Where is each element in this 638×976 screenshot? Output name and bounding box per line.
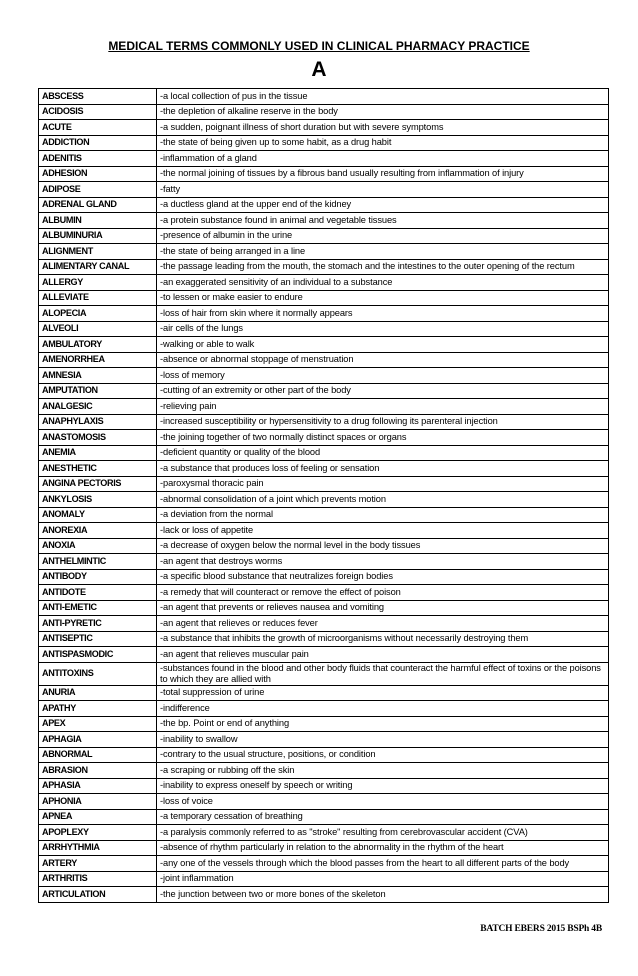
terms-table-body — [39, 89, 609, 903]
term-row — [39, 569, 609, 585]
definition-cell: -the state of being given up to some habit, as a drug habit — [157, 135, 609, 151]
term-cell: APHONIA — [39, 794, 157, 810]
definition-cell: -relieving pain — [157, 399, 609, 415]
term-cell: ARTICULATION — [39, 887, 157, 903]
term-row — [39, 616, 609, 632]
definition-cell: -a protein substance found in animal and vegetable tissues — [157, 213, 609, 229]
term-cell: ANTIDOTE — [39, 585, 157, 601]
definition-cell: -total suppression of urine — [157, 685, 609, 701]
term-cell: ANTHELMINTIC — [39, 554, 157, 570]
term-cell: APHASIA — [39, 778, 157, 794]
term-row — [39, 151, 609, 167]
definition-cell: -a paralysis commonly referred to as "stroke" resulting from cerebrovascular accident (CVA) — [157, 825, 609, 841]
term-row — [39, 120, 609, 136]
term-row — [39, 662, 609, 685]
term-row — [39, 887, 609, 903]
term-cell: ALLERGY — [39, 275, 157, 291]
term-row — [39, 89, 609, 105]
term-row — [39, 747, 609, 763]
term-cell: ARTERY — [39, 856, 157, 872]
term-cell: ALBUMINURIA — [39, 228, 157, 244]
term-row — [39, 166, 609, 182]
term-row — [39, 290, 609, 306]
term-row — [39, 213, 609, 229]
term-cell: ANTIBODY — [39, 569, 157, 585]
term-cell: ALIMENTARY CANAL — [39, 259, 157, 275]
term-cell: ANEMIA — [39, 445, 157, 461]
definition-cell: -an exaggerated sensitivity of an individual to a substance — [157, 275, 609, 291]
term-row — [39, 600, 609, 616]
term-row — [39, 778, 609, 794]
term-cell: ABSCESS — [39, 89, 157, 105]
term-row — [39, 809, 609, 825]
term-cell: ACUTE — [39, 120, 157, 136]
definition-cell: -the passage leading from the mouth, the stomach and the intestines to the outer opening of the rectum — [157, 259, 609, 275]
term-cell: APOPLEXY — [39, 825, 157, 841]
definition-cell: -loss of hair from skin where it normally appears — [157, 306, 609, 322]
term-row — [39, 492, 609, 508]
document-title: MEDICAL TERMS COMMONLY USED IN CLINICAL PHARMACY PRACTICE — [108, 39, 530, 53]
term-row — [39, 430, 609, 446]
footer-batch-label: BATCH EBERS 2015 BSPh 4B — [480, 924, 602, 934]
term-row — [39, 523, 609, 539]
term-cell: ANOXIA — [39, 538, 157, 554]
term-row — [39, 197, 609, 213]
term-row — [39, 701, 609, 717]
term-row — [39, 476, 609, 492]
term-row — [39, 399, 609, 415]
definition-cell: -a local collection of pus in the tissue — [157, 89, 609, 105]
definition-cell: -the joining together of two normally distinct spaces or organs — [157, 430, 609, 446]
term-cell: ANTISPASMODIC — [39, 647, 157, 663]
term-row — [39, 732, 609, 748]
definition-cell: -the depletion of alkaline reserve in the body — [157, 104, 609, 120]
definition-cell: -inability to express oneself by speech or writing — [157, 778, 609, 794]
term-cell: AMPUTATION — [39, 383, 157, 399]
term-row — [39, 461, 609, 477]
term-cell: ARTHRITIS — [39, 871, 157, 887]
definition-cell: -inability to swallow — [157, 732, 609, 748]
term-row — [39, 631, 609, 647]
term-cell: ANTI-PYRETIC — [39, 616, 157, 632]
term-row — [39, 368, 609, 384]
term-cell: ANTISEPTIC — [39, 631, 157, 647]
term-row — [39, 716, 609, 732]
definition-cell: -abnormal consolidation of a joint which prevents motion — [157, 492, 609, 508]
term-cell: ARRHYTHMIA — [39, 840, 157, 856]
term-row — [39, 856, 609, 872]
definition-cell: -an agent that relieves muscular pain — [157, 647, 609, 663]
definition-cell: -increased susceptibility or hypersensitivity to a drug following its parenteral injection — [157, 414, 609, 430]
definition-cell: -an agent that prevents or relieves nausea and vomiting — [157, 600, 609, 616]
term-cell: ANOMALY — [39, 507, 157, 523]
definition-cell: -joint inflammation — [157, 871, 609, 887]
definition-cell: -a ductless gland at the upper end of the kidney — [157, 197, 609, 213]
term-cell: ANAPHYLAXIS — [39, 414, 157, 430]
term-row — [39, 337, 609, 353]
term-cell: ADIPOSE — [39, 182, 157, 198]
definition-cell: -the bp. Point or end of anything — [157, 716, 609, 732]
definition-cell: -a substance that inhibits the growth of microorganisms without necessarily destroying them — [157, 631, 609, 647]
term-cell: ALOPECIA — [39, 306, 157, 322]
definition-cell: -lack or loss of appetite — [157, 523, 609, 539]
term-row — [39, 244, 609, 260]
term-row — [39, 685, 609, 701]
term-cell: ADRENAL GLAND — [39, 197, 157, 213]
term-row — [39, 647, 609, 663]
term-cell: AMENORRHEA — [39, 352, 157, 368]
definition-cell: -the state of being arranged in a line — [157, 244, 609, 260]
term-row — [39, 414, 609, 430]
term-cell: ALIGNMENT — [39, 244, 157, 260]
term-cell: APATHY — [39, 701, 157, 717]
term-cell: ACIDOSIS — [39, 104, 157, 120]
term-row — [39, 763, 609, 779]
term-cell: AMNESIA — [39, 368, 157, 384]
definition-cell: -a sudden, poignant illness of short duration but with severe symptoms — [157, 120, 609, 136]
term-row — [39, 554, 609, 570]
definition-cell: -any one of the vessels through which the blood passes from the heart to all different parts of the body — [157, 856, 609, 872]
definition-cell: -inflammation of a gland — [157, 151, 609, 167]
terms-table — [38, 88, 609, 903]
definition-cell: -indifference — [157, 701, 609, 717]
term-cell: ANGINA PECTORIS — [39, 476, 157, 492]
definition-cell: -the normal joining of tissues by a fibrous band usually resulting from inflammation of injury — [157, 166, 609, 182]
definition-cell: -a decrease of oxygen below the normal level in the body tissues — [157, 538, 609, 554]
definition-cell: -an agent that destroys worms — [157, 554, 609, 570]
term-row — [39, 538, 609, 554]
term-cell: APEX — [39, 716, 157, 732]
definition-cell: -loss of voice — [157, 794, 609, 810]
term-row — [39, 840, 609, 856]
term-cell: ANASTOMOSIS — [39, 430, 157, 446]
term-row — [39, 445, 609, 461]
term-row — [39, 321, 609, 337]
term-row — [39, 383, 609, 399]
term-row — [39, 182, 609, 198]
term-cell: ADHESION — [39, 166, 157, 182]
term-cell: ABNORMAL — [39, 747, 157, 763]
term-cell: ANTITOXINS — [39, 662, 157, 685]
definition-cell: -a specific blood substance that neutralizes foreign bodies — [157, 569, 609, 585]
definition-cell: -deficient quantity or quality of the blood — [157, 445, 609, 461]
term-row — [39, 135, 609, 151]
term-cell: ALBUMIN — [39, 213, 157, 229]
definition-cell: -absence of rhythm particularly in relation to the abnormality in the rhythm of the heart — [157, 840, 609, 856]
term-row — [39, 228, 609, 244]
term-row — [39, 585, 609, 601]
definition-cell: -a substance that produces loss of feeling or sensation — [157, 461, 609, 477]
definition-cell: -absence or abnormal stoppage of menstruation — [157, 352, 609, 368]
term-cell: ANESTHETIC — [39, 461, 157, 477]
term-cell: APHAGIA — [39, 732, 157, 748]
definition-cell: -paroxysmal thoracic pain — [157, 476, 609, 492]
term-row — [39, 259, 609, 275]
term-cell: ANALGESIC — [39, 399, 157, 415]
definition-cell: -a deviation from the normal — [157, 507, 609, 523]
term-cell: ANKYLOSIS — [39, 492, 157, 508]
definition-cell: -an agent that relieves or reduces fever — [157, 616, 609, 632]
term-row — [39, 104, 609, 120]
definition-cell: -loss of memory — [157, 368, 609, 384]
term-cell: APNEA — [39, 809, 157, 825]
definition-cell: -a temporary cessation of breathing — [157, 809, 609, 825]
definition-cell: -to lessen or make easier to endure — [157, 290, 609, 306]
term-cell: ABRASION — [39, 763, 157, 779]
term-row — [39, 275, 609, 291]
term-row — [39, 352, 609, 368]
term-cell: ALVEOLI — [39, 321, 157, 337]
definition-cell: -air cells of the lungs — [157, 321, 609, 337]
term-row — [39, 507, 609, 523]
definition-cell: -a scraping or rubbing off the skin — [157, 763, 609, 779]
definition-cell: -substances found in the blood and other body fluids that counteract the harmful effect of toxins or the poisons to which they are allied with — [157, 662, 609, 685]
term-row — [39, 825, 609, 841]
term-row — [39, 306, 609, 322]
definition-cell: -a remedy that will counteract or remove the effect of poison — [157, 585, 609, 601]
term-cell: ADDICTION — [39, 135, 157, 151]
definition-cell: -walking or able to walk — [157, 337, 609, 353]
term-row — [39, 871, 609, 887]
term-cell: ANOREXIA — [39, 523, 157, 539]
section-letter: A — [311, 58, 327, 81]
term-cell: ANTI-EMETIC — [39, 600, 157, 616]
term-cell: ANURIA — [39, 685, 157, 701]
term-cell: AMBULATORY — [39, 337, 157, 353]
definition-cell: -the junction between two or more bones of the skeleton — [157, 887, 609, 903]
definition-cell: -contrary to the usual structure, positions, or condition — [157, 747, 609, 763]
definition-cell: -presence of albumin in the urine — [157, 228, 609, 244]
term-cell: ADENITIS — [39, 151, 157, 167]
definition-cell: -cutting of an extremity or other part of the body — [157, 383, 609, 399]
term-cell: ALLEVIATE — [39, 290, 157, 306]
definition-cell: -fatty — [157, 182, 609, 198]
term-row — [39, 794, 609, 810]
